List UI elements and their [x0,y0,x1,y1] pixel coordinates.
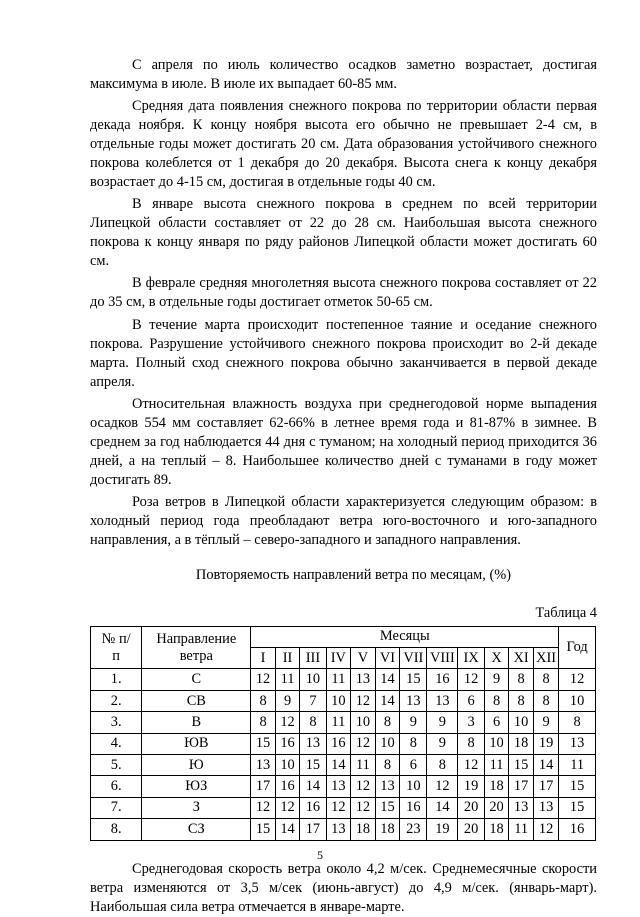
month-value: 17 [509,776,534,797]
table-row [91,669,596,690]
month-value: 14 [300,776,326,797]
year-value: 15 [559,776,596,797]
table-title: Повторяемость направлений ветра по месяцам, (%) [195,566,512,583]
table-row [91,690,596,711]
wind-direction: В [142,712,251,733]
month-value: 18 [484,819,509,840]
row-number: 8. [91,819,142,840]
month-value: 17 [251,776,276,797]
header-direction: Направление ветра [142,626,251,669]
month-value: 10 [375,733,400,754]
month-header: XII [533,648,558,669]
wind-direction: Ю [142,755,251,776]
month-value: 15 [251,819,276,840]
month-value: 12 [351,776,376,797]
month-value: 12 [251,797,276,818]
wind-table [90,626,596,841]
month-value: 11 [509,819,534,840]
wind-direction: С [142,669,251,690]
row-number: 1. [91,669,142,690]
month-value: 12 [533,819,558,840]
month-value: 6 [400,755,427,776]
paragraph: Средняя дата появления снежного покрова по территории области первая декада ноября. К концу ноября высота его обычно не превышает 2-4 см, в отдельные годы может достигать 20 см. Дата образования устойчивого снежного покрова колеблется от 1 декабря до 20 декабря. Высота снега к концу декабря возрастает до 4-15 см, достигая в отдельные годы 40 см. [90,98,597,190]
month-header: VI [375,648,400,669]
month-header: VIII [427,648,458,669]
month-value: 16 [427,669,458,690]
header-months: Месяцы [251,626,559,647]
month-value: 15 [375,797,400,818]
month-value: 9 [533,712,558,733]
row-number: 3. [91,712,142,733]
month-value: 6 [484,712,509,733]
month-value: 9 [427,712,458,733]
month-value: 13 [351,669,376,690]
month-value: 14 [533,755,558,776]
month-value: 19 [458,776,484,797]
table-body [91,669,596,840]
month-value: 13 [509,797,534,818]
month-value: 18 [484,776,509,797]
month-header: V [351,648,376,669]
month-header: IX [458,648,484,669]
month-value: 13 [427,690,458,711]
month-value: 13 [326,819,351,840]
year-value: 16 [559,819,596,840]
month-value: 15 [300,755,326,776]
month-value: 9 [484,669,509,690]
month-value: 11 [351,755,376,776]
month-value: 8 [375,712,400,733]
wind-direction: З [142,797,251,818]
paragraph: Среднегодовая скорость ветра около 4,2 м/сек. Среднемесячные скорости ветра изменяются от 3,5 м/сек (июнь-август) до 4,9 м/сек. (январь-март). Наибольшая сила ветра отмечается в январе-марте. [90,860,597,915]
month-value: 10 [351,712,376,733]
month-value: 13 [300,733,326,754]
month-header: II [275,648,300,669]
row-number: 7. [91,797,142,818]
paragraph: В течение марта происходит постепенное таяние и оседание снежного покрова. Разрушение устойчивого снежного покрова происходит во 2-й декаде марта. Полный сход снежного покрова обычно заканчивается в первой декаде апреля. [90,316,597,390]
month-value: 10 [326,690,351,711]
month-value: 18 [351,819,376,840]
month-value: 18 [375,819,400,840]
table-row [91,755,596,776]
paragraph: Относительная влажность воздуха при среднегодовой норме выпадения осадков 554 мм составляет 62-66% в летнее время года и 81-87% в зимнее. В среднем за год наблюдается 44 дня с туманом; на холодный период приходится 36 дней, а на теплый – 8. Наибольшее количество дней с туманами в году может достигать 89. [90,395,597,488]
month-value: 8 [427,755,458,776]
month-value: 10 [484,733,509,754]
month-value: 19 [533,733,558,754]
month-value: 8 [533,669,558,690]
month-value: 7 [300,690,326,711]
table-row [91,733,596,754]
month-value: 8 [509,690,534,711]
month-value: 8 [509,669,534,690]
month-value: 14 [375,690,400,711]
table-row [91,712,596,733]
month-value: 9 [400,712,427,733]
month-value: 20 [458,797,484,818]
row-number: 5. [91,755,142,776]
row-number: 2. [91,690,142,711]
month-value: 11 [275,669,300,690]
month-value: 9 [275,690,300,711]
year-value: 11 [559,755,596,776]
month-value: 8 [251,690,276,711]
month-value: 20 [458,819,484,840]
month-value: 8 [458,733,484,754]
month-value: 14 [326,755,351,776]
month-value: 14 [427,797,458,818]
year-value: 12 [559,669,596,690]
month-header: III [300,648,326,669]
month-header: IV [326,648,351,669]
month-value: 8 [484,690,509,711]
month-value: 16 [300,797,326,818]
month-value: 12 [326,797,351,818]
month-value: 18 [509,733,534,754]
month-value: 16 [400,797,427,818]
month-value: 13 [375,776,400,797]
year-value: 10 [559,690,596,711]
month-header: I [251,648,276,669]
header-num: № п/п [91,626,142,669]
month-value: 10 [300,669,326,690]
month-value: 15 [251,733,276,754]
month-value: 10 [509,712,534,733]
month-header: VII [400,648,427,669]
wind-direction: ЮЗ [142,776,251,797]
month-value: 23 [400,819,427,840]
month-header: XI [509,648,534,669]
month-value: 12 [427,776,458,797]
month-value: 8 [251,712,276,733]
month-value: 3 [458,712,484,733]
paragraph: В январе высота снежного покрова в среднем по всей территории Липецкой области составляет от 22 до 28 см. Наибольшая высота снежного покрова к концу января по ряду районов Липецкой области может достигать 60 см. [90,196,597,270]
paragraph: Роза ветров в Липецкой области характеризуется следующим образом: в холодный период года преобладают ветра юго-восточного и юго-западного направления, а в тёплый – северо-западного и западного направления. [90,493,597,548]
month-value: 10 [275,755,300,776]
month-value: 12 [351,797,376,818]
month-value: 9 [427,733,458,754]
table-row [91,776,596,797]
month-value: 14 [375,669,400,690]
month-value: 19 [427,819,458,840]
month-value: 20 [484,797,509,818]
wind-direction: СЗ [142,819,251,840]
month-value: 17 [533,776,558,797]
paragraph: С апреля по июль количество осадков заметно возрастает, достигая максимума в июле. В июле их выпадает 60-85 мм. [90,57,597,92]
month-value: 15 [509,755,534,776]
document-page [90,56,597,917]
month-value: 12 [275,712,300,733]
month-value: 16 [275,733,300,754]
month-value: 13 [251,755,276,776]
row-number: 4. [91,733,142,754]
month-value: 13 [533,797,558,818]
month-value: 11 [326,669,351,690]
month-value: 11 [484,755,509,776]
wind-direction: СВ [142,690,251,711]
month-value: 12 [275,797,300,818]
table-row [91,819,596,840]
month-value: 16 [326,733,351,754]
month-value: 8 [400,733,427,754]
month-value: 12 [458,669,484,690]
table-label: Таблица 4 [535,604,597,621]
month-value: 17 [300,819,326,840]
month-value: 12 [251,669,276,690]
year-value: 15 [559,797,596,818]
month-value: 8 [300,712,326,733]
table-row [91,797,596,818]
month-value: 14 [275,819,300,840]
row-number: 6. [91,776,142,797]
year-value: 13 [559,733,596,754]
month-value: 13 [400,690,427,711]
month-value: 6 [458,690,484,711]
wind-direction: ЮВ [142,733,251,754]
month-value: 12 [351,690,376,711]
page-number: 5 [317,848,323,862]
year-value: 8 [559,712,596,733]
month-value: 10 [400,776,427,797]
paragraph: В феврале средняя многолетняя высота снежного покрова составляет от 22 до 35 см, в отдельные годы достигает отметок 50-65 см. [90,275,597,311]
header-year: Год [559,626,596,669]
month-value: 8 [533,690,558,711]
month-value: 12 [458,755,484,776]
month-value: 11 [326,712,351,733]
month-value: 16 [275,776,300,797]
month-value: 13 [326,776,351,797]
month-value: 15 [400,669,427,690]
month-value: 12 [351,733,376,754]
month-header: X [484,648,509,669]
month-value: 8 [375,755,400,776]
